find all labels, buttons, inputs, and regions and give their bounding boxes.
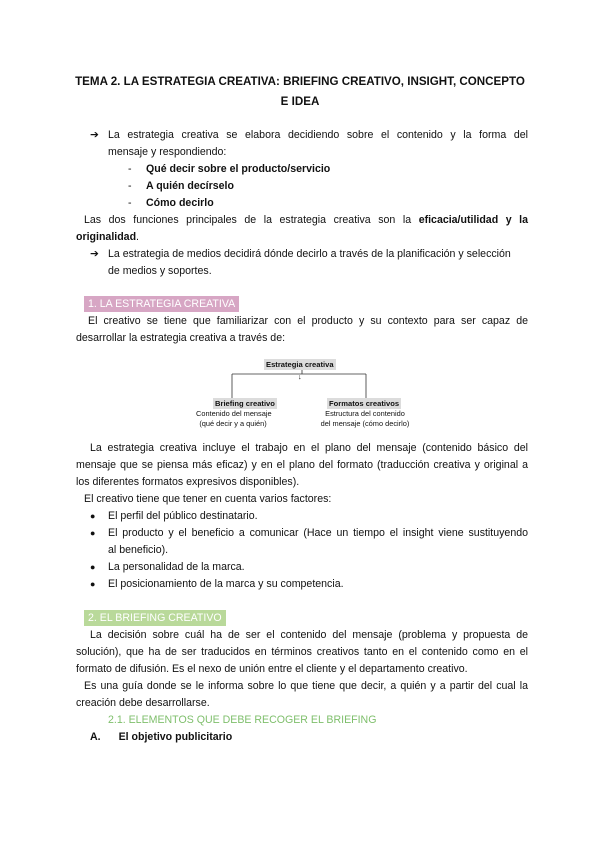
bullet-icon: ●	[90, 562, 96, 572]
section1-paragraph-2	[76, 440, 528, 491]
dash-icon: -	[128, 163, 132, 175]
bold-text: eficacia/utilidad y la	[418, 214, 529, 226]
text-line: Es una guía donde se le informa sobre lo que tiene que decir, a quién y a partir del cual la	[84, 680, 528, 692]
text-span: Las dos funciones principales de la estrategia creativa son la	[84, 214, 419, 226]
text-line: La estrategia de medios decidirá dónde decirlo a través de la planificación y selección	[108, 248, 511, 260]
diagram-root: Estrategia creativa	[266, 360, 334, 369]
text-line: La decisión sobre cuál ha de ser el contenido del mensaje (problema y propuesta de	[90, 629, 528, 641]
down-arrow-icon: ↓	[298, 372, 302, 381]
list-letter: A.	[90, 731, 101, 743]
bullet-list-item	[90, 525, 528, 559]
subsection-heading: 2.1. ELEMENTOS QUE DEBE RECOGER EL BRIEFING	[108, 714, 377, 726]
bullet-icon: ●	[90, 528, 96, 538]
text-line: del mensaje (cómo decirlo)	[320, 418, 410, 428]
bullet-text	[108, 525, 528, 559]
diagram-left-text	[196, 409, 270, 428]
section1-paragraph	[76, 313, 528, 347]
text-line: al beneficio).	[108, 544, 169, 556]
text-line: mensaje y respondiendo:	[108, 146, 227, 158]
text-line: Estructura del contenido	[325, 409, 405, 418]
arrow-list-item	[90, 246, 528, 280]
strategy-diagram	[196, 352, 408, 432]
text-line: solución), que ha de ser traducidos en términos creativos tanto en el contenido como en el	[76, 646, 528, 658]
dash-icon: -	[128, 197, 132, 209]
list-item-text: El objetivo publicitario	[118, 731, 233, 743]
text-line: mensaje que se piensa más eficaz) y en el plano del formato (traducción creativa y original a	[76, 459, 528, 471]
arrow-item-text	[108, 127, 528, 161]
arrow-icon: ➔	[90, 129, 99, 141]
text-line: los diferentes formatos expresivos disponibles).	[76, 476, 300, 488]
bullet-list-item	[90, 576, 528, 593]
bullet-text: El perfil del público destinatario.	[108, 510, 258, 522]
question-text: Cómo decirlo	[146, 197, 214, 209]
text-line: desarrollar la estrategia creativa a través de:	[76, 332, 286, 344]
text-line: creación debe desarrollarse.	[76, 697, 210, 709]
bullet-list-item	[90, 559, 528, 576]
question-text: A quién decírselo	[146, 180, 234, 192]
section2-paragraph	[76, 627, 528, 678]
text-span: .	[136, 231, 139, 243]
arrow-list-item	[90, 127, 528, 161]
arrow-icon: ➔	[90, 248, 99, 260]
factors-intro: El creativo tiene que tener en cuenta varios factores:	[84, 493, 332, 505]
diagram-right-text	[320, 409, 410, 428]
bullet-icon: ●	[90, 511, 96, 521]
page-title-line-1: TEMA 2. LA ESTRATEGIA CREATIVA: BRIEFING CREATIVO, INSIGHT, CONCEPTO	[75, 75, 525, 88]
bold-text: originalidad	[76, 231, 137, 243]
functions-paragraph	[84, 212, 528, 229]
functions-paragraph-end	[76, 229, 139, 246]
text-line: de medios y soportes.	[108, 265, 212, 277]
diagram-left-title: Briefing creativo	[215, 399, 275, 408]
text-line: El creativo se tiene que familiarizar con el producto y su contexto para ser capaz de	[88, 315, 528, 327]
text-line: formato de difusión. Es el nexo de unión entre el cliente y el departamento creativo.	[76, 663, 468, 675]
dash-icon: -	[128, 180, 132, 192]
text-line: Contenido del mensaje	[196, 409, 272, 418]
text-line: La estrategia creativa incluye el trabajo en el plano del mensaje (contenido básico del	[90, 442, 528, 454]
page-title	[70, 72, 530, 112]
section-heading-briefing: 2. EL BRIEFING CREATIVO	[84, 610, 226, 626]
text-line: El producto y el beneficio a comunicar (Hace un tiempo el insight viene sustituyendo	[108, 527, 528, 539]
text-line: (qué decir y a quién)	[199, 418, 267, 428]
arrow-item-text	[108, 246, 528, 280]
diagram-right-title: Formatos creativos	[329, 399, 400, 408]
lettered-list-item	[90, 729, 232, 746]
bullet-text: El posicionamiento de la marca y su competencia.	[108, 578, 344, 590]
bullet-list-item	[90, 508, 528, 525]
text-line: La estrategia creativa se elabora decidiendo sobre el contenido y la forma del	[108, 129, 528, 141]
section2-paragraph-2	[76, 678, 528, 712]
bullet-text: La personalidad de la marca.	[108, 561, 245, 573]
bullet-icon: ●	[90, 579, 96, 589]
question-text: Qué decir sobre el producto/servicio	[146, 163, 331, 175]
page-title-line-2: E IDEA	[280, 95, 320, 108]
section-heading-estrategia: 1. LA ESTRATEGIA CREATIVA	[84, 296, 239, 312]
